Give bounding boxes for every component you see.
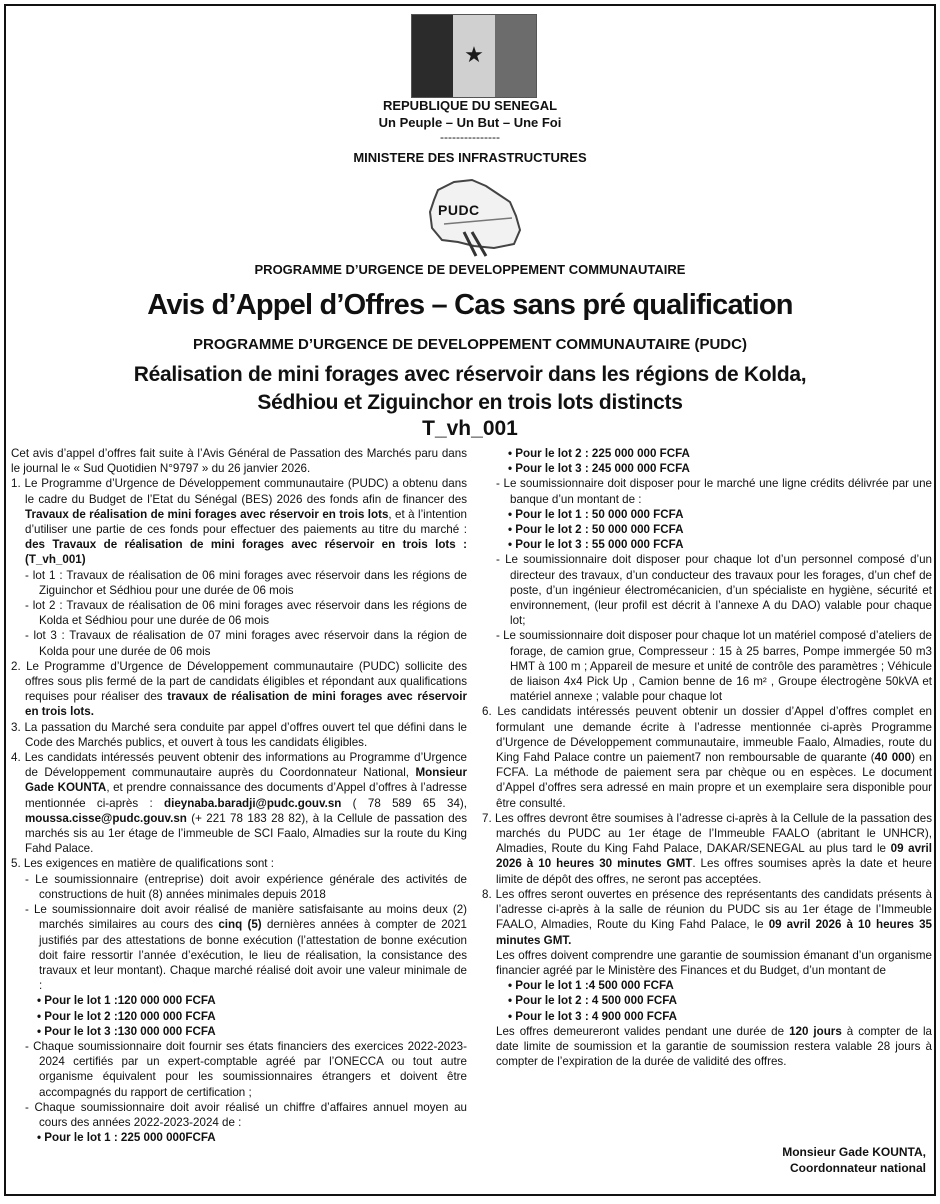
validite-paragraph: Les offres demeureront valides pendant une durée de 120 jours à compter de la date limite de soumission et la garantie de soumission restera valable 28 jours à compter de l’expiration de la durée de validité des offres. bbox=[496, 1024, 932, 1069]
marche-lot-1: • Pour le lot 1 :120 000 000 FCFA bbox=[37, 994, 216, 1008]
paragraph-3: 3. La passation du Marché sera conduite par appel d’offres ouvert tel que défini dans le Code des Marchés publics, et ouvert à tous les candidats éligibles. bbox=[11, 720, 467, 749]
objet-line-2: Sédhiou et Ziguinchor en trois lots distincts bbox=[257, 391, 683, 414]
objet-title bbox=[6, 361, 934, 417]
garantie-lot-1: • Pour le lot 1 :4 500 000 FCFA bbox=[508, 979, 674, 993]
paragraph-2: 2. Le Programme d’Urgence de Développement communautaire (PUDC) sollicite des offres sous plis fermé de la part de candidats éligibles et répondant aux qualifications requises pour réaliser des travaux de réalisation de mini forages avec réservoir en trois lots. bbox=[11, 659, 467, 719]
pudc-logo bbox=[424, 172, 528, 258]
credit-lot-3: • Pour le lot 3 : 55 000 000 FCFA bbox=[508, 538, 684, 552]
left-column bbox=[11, 446, 467, 1145]
signataire-nom: Monsieur Gade KOUNTA, bbox=[782, 1145, 926, 1159]
credit-lot-1: • Pour le lot 1 : 50 000 000 FCFA bbox=[508, 507, 684, 521]
separator: --------------- bbox=[440, 130, 500, 144]
paragraph-6: 6. Les candidats intéressés peuvent obtenir un dossier d’Appel d’offres complet en formulant une demande écrite à l’adresse mentionnée ci-après Programme d’Urgence de Développement communautaire, immeuble Faalo, Almadies, route du King Fahd Palace contre un paiement7 non remboursable de quarante (40 000) en FCFA. La méthode de paiement sera par chèque ou en espèces. Le document d’Appel d’offres sera adressé en main propre et un exemplaire sera disponible pour être consulté. bbox=[482, 705, 932, 810]
intro-paragraph: Cet avis d’appel d’offres fait suite à l’Avis Général de Passation des Marchés paru dans le journal le « Sud Quotidien N°9797 » du 26 janvier 2026. bbox=[11, 447, 467, 476]
ca-lot-3: • Pour le lot 3 : 245 000 000 FCFA bbox=[508, 462, 690, 476]
qualification-materiel: - Le soumissionnaire doit disposer pour chaque lot un matériel composé d’ateliers de forage, de camion grue, Compresseur : 15 à 25 barres, Pompe immergée 50 m3 HMT à 100 m ; Appareil de mesure et unité de contrôle des paramètres ; Véhicule de liaison 4x4 Pick Up , Camion benne de 16 m² , Groupe électrogène 50kVA et matériel annexe ; valable pour chaque lot bbox=[496, 629, 932, 704]
programme-pudc: PROGRAMME D’URGENCE DE DEVELOPPEMENT COMMUNAUTAIRE (PUDC) bbox=[193, 336, 747, 353]
garantie-lot-3: • Pour le lot 3 : 4 900 000 FCFA bbox=[508, 1009, 678, 1023]
email-link-1: dieynaba.baradji@pudc.gouv.sn bbox=[164, 796, 342, 810]
lot-3-description: - lot 3 : Travaux de réalisation de 07 mini forages avec réservoir dans la région de Kolda pour une durée de 06 mois bbox=[25, 629, 467, 658]
republique-title: REPUBLIQUE DU SENEGAL bbox=[382, 98, 558, 113]
signature-block bbox=[782, 1144, 926, 1176]
flag-stripe-red bbox=[495, 15, 536, 97]
objet-line-1: Réalisation de mini forages avec réservoir dans les régions de Kolda, bbox=[133, 363, 807, 386]
qualification-personnel: - Le soumissionnaire doit disposer pour chaque lot d’un personnel composé d’un directeur des travaux, d’un conducteur des travaux pour les forages, d’un chef de poste, d’un ingénieur électromécanicien, d’un spécialiste en hygiène, sécurité et environnement, (leur profil est décrit à l’annexe A du DAO) valable pour chaque lot; bbox=[496, 553, 932, 628]
qualification-experience: - Le soumissionnaire (entreprise) doit avoir expérience générale des activités de constructions de huit (8) années minimales depuis 2018 bbox=[25, 872, 467, 901]
garantie-paragraph: Les offres doivent comprendre une garantie de soumission émanant d’un organisme financier agréé par le Ministère des Finances et du Budget, d’un montant de bbox=[496, 948, 932, 977]
senegal-flag bbox=[411, 14, 537, 98]
garantie-lot-2: • Pour le lot 2 : 4 500 000 FCFA bbox=[508, 994, 678, 1008]
avis-document bbox=[4, 4, 936, 1196]
programme-title: PROGRAMME D’URGENCE DE DEVELOPPEMENT COMMUNAUTAIRE bbox=[254, 262, 686, 277]
devise: Un Peuple – Un But – Une Foi bbox=[378, 115, 562, 130]
paragraph-4: 4. Les candidats intéressés peuvent obtenir des informations au Programme d’Urgence de Développement communautaire auprès du Coordonnateur National, Monsieur Gade KOUNTA, et prendre connaissance des documents d’Appel d’offres à l’adresse mentionnée ci-après : dieynaba.baradji@pudc.gouv.sn ( 78 589 65 34), moussa.cisse@pudc.gouv.sn (+ 221 78 183 28 82), à la Cellule de passation des marchés sis au 1er étage de l’immeuble de SCI Faalo, Almadies sur la route du King Fahd Palace. bbox=[11, 751, 467, 856]
ministere-title: MINISTERE DES INFRASTRUCTURES bbox=[353, 150, 587, 165]
ca-lot-2: • Pour le lot 2 : 225 000 000 FCFA bbox=[508, 447, 690, 460]
email-link-2: moussa.cisse@pudc.gouv.sn bbox=[25, 811, 187, 825]
paragraph-7: 7. Les offres devront être soumises à l’adresse ci-après à la Cellule de la passation des marchés du PUDC au 1er étage de l’Immeuble FAALO (abritant le UNHCR), Almadies, Route du King Fahd Palace, DAKAR/SENEGAL au plus tard le 09 avril 2026 à 10 heures 30 minutes GMT. Les offres soumises après la date et heure limite de dépôt des offres, ne seront pas acceptées. bbox=[482, 811, 932, 886]
paragraph-1: 1. Le Programme d’Urgence de Développement communautaire (PUDC) a obtenu dans le cadre du Budget de l’Etat du Sénégal (BES) 2026 des fonds afin de financer des Travaux de réalisation de mini forages avec réservoir en trois lots, et à l’intention d’utiliser une partie de ces fonds pour effectuer des paiements au titre du marché : des Travaux de réalisation de mini forages avec réservoir en trois lots : (T_vh_001) bbox=[11, 477, 467, 567]
signataire-titre: Coordonnateur national bbox=[790, 1161, 926, 1175]
lot-1-description: - lot 1 : Travaux de réalisation de 06 mini forages avec réservoir dans les régions de Ziguinchor et Sédhiou pour une durée de 06 mois bbox=[25, 568, 467, 597]
qualification-marches: - Le soumissionnaire doit avoir réalisé de manière satisfaisante au moins deux (2) marchés similaires au cours des cinq (5) dernières années à compter de 2021 justifiés par des attestations de bonne exécution (l’attestation de bonne exécution doit faire ressortir l’année d’exécution, le lieu de réalisation, la consistance des travaux et leur montant). Chaque marché réalisé doit avoir une valeur minimale de : bbox=[25, 903, 467, 993]
paragraph-8: 8. Les offres seront ouvertes en présence des représentants des candidats présents à l’adresse ci-après à la salle de réunion du PUDC sis au 1er étage de l’Immeuble FAALO, Almadies, Route du King Fahd Palace, le 09 avril 2026 à 10 heures 35 minutes GMT. bbox=[482, 887, 932, 947]
flag-stripe-yellow bbox=[453, 15, 494, 97]
marche-lot-2: • Pour le lot 2 :120 000 000 FCFA bbox=[37, 1009, 216, 1023]
qualification-chiffre-affaires: - Chaque soumissionnaire doit avoir réalisé un chiffre d’affaires annuel moyen au cours des années 2022-2023-2024 de : bbox=[25, 1100, 467, 1129]
lot-2-description: - lot 2 : Travaux de réalisation de 06 mini forages avec réservoir dans les régions de Kolda et Sédhiou pour une durée de 06 mois bbox=[25, 599, 467, 628]
paragraph-5: 5. Les exigences en matière de qualifications sont : bbox=[11, 857, 274, 871]
credit-lot-2: • Pour le lot 2 : 50 000 000 FCFA bbox=[508, 523, 684, 537]
marche-lot-3: • Pour le lot 3 :130 000 000 FCFA bbox=[37, 1024, 216, 1038]
right-column bbox=[482, 446, 932, 1069]
flag-stripe-green bbox=[412, 15, 453, 97]
avis-title: Avis d’Appel d’Offres – Cas sans pré qualification bbox=[147, 289, 793, 321]
qualification-etats-financiers: - Chaque soumissionnaire doit fournir ses états financiers des exercices 2022-2023-2024 certifiés par un expert-comptable agréé par l’ONECCA ou tout autre organisme équivalent pour les soumissionnaires étrangers et doivent être accompagnés du rapport de certification ; bbox=[25, 1039, 467, 1099]
ca-lot-1: • Pour le lot 1 : 225 000 000FCFA bbox=[37, 1131, 216, 1145]
logo-text: PUDC bbox=[438, 202, 480, 218]
reference: T_vh_001 bbox=[422, 417, 518, 440]
qualification-credit: - Le soumissionnaire doit disposer pour le marché une ligne crédits délivrée par une banque d’un montant de : bbox=[496, 477, 932, 506]
star-icon: ★ bbox=[464, 43, 484, 68]
